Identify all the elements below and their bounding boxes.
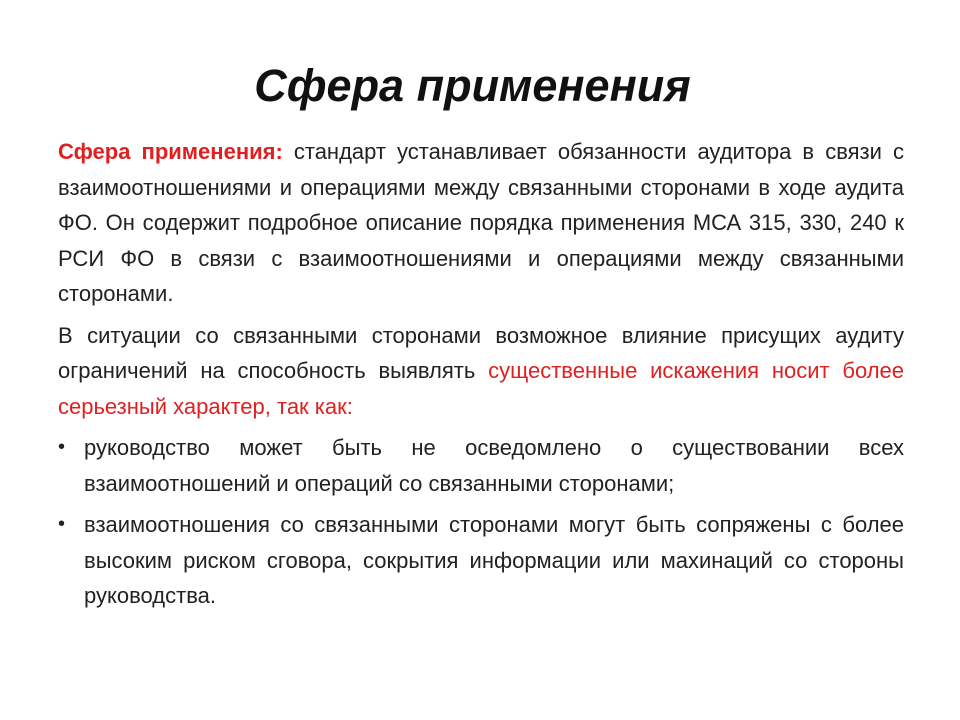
paragraph-scope (58, 134, 904, 312)
limitations-text: В ситуации со связанными сторонами возможное влияние присущих аудиту ограничений на способность выявлять (58, 322, 904, 383)
bullet-list (58, 430, 904, 614)
bullet-text: взаимоотношения со связанными сторонами могут быть сопряжены с более высоким риском сговора, сокрытия информации или махинаций со стороны руководства. (84, 512, 904, 608)
bullet-item-collusion-risk (58, 507, 904, 614)
scope-text: стандарт устанавливает обязанности аудитора в связи с взаимоотношениями и операциями между связанными сторонами в ходе аудита ФО. Он содержит подробное описание порядка применения МСА 315, 330, 240 к РСИ ФО в связи с взаимоотношениями и операциями между связанными сторонами. (58, 139, 904, 306)
scope-label: Сфера применения: (58, 139, 283, 164)
slide-content (58, 134, 904, 620)
paragraph-limitations (58, 318, 904, 425)
slide-title: Сфера применения (254, 60, 691, 111)
limitations-highlight: существенные искажения носит более серьезный характер, так как: (58, 358, 905, 419)
bullet-item-management-unaware (58, 430, 904, 501)
bullet-marker: • (58, 513, 66, 535)
bullet-marker: • (58, 436, 66, 458)
bullet-text: руководство может быть не осведомлено о существовании всех взаимоотношений и операций со связанными сторонами; (84, 435, 904, 496)
